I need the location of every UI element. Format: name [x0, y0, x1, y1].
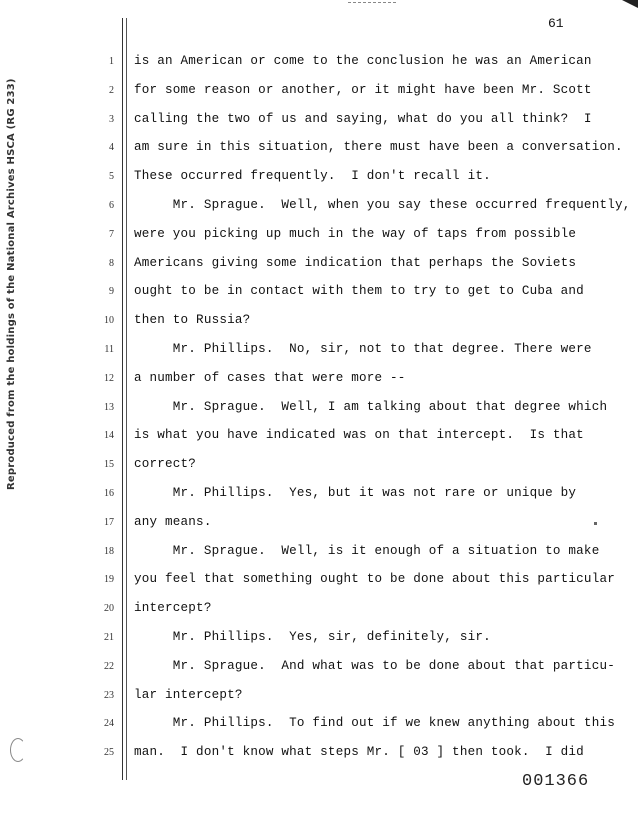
line-number: 20 [104, 603, 114, 615]
line-number: 7 [109, 228, 114, 240]
transcript-line: intercept? [134, 601, 212, 616]
line-number: 4 [109, 142, 114, 154]
line-number: 17 [104, 516, 114, 528]
line-number: 25 [104, 747, 114, 759]
transcript-line: Mr. Sprague. Well, is it enough of a situation to make [134, 543, 600, 558]
transcript-line: Mr. Sprague. Well, when you say these occurred frequently, [134, 198, 631, 212]
transcript-line: lar intercept? [134, 687, 243, 702]
transcript-line: then to Russia? [134, 313, 251, 328]
line-number: 22 [104, 660, 114, 672]
transcript-line: am sure in this situation, there must have been a conversation. [134, 140, 623, 155]
line-number: 8 [109, 257, 114, 269]
line-number: 6 [109, 200, 114, 211]
transcript-line: calling the two of us and saying, what do you all think? I [134, 111, 592, 126]
transcript-line: Americans giving some indication that perhaps the Soviets [134, 255, 577, 270]
line-number: 18 [104, 545, 114, 557]
transcript-line: Mr. Phillips. To find out if we knew anything about this [134, 716, 615, 731]
line-number: 10 [104, 315, 114, 327]
line-number: 16 [104, 488, 114, 499]
line-number: 11 [104, 344, 114, 355]
transcript-line: correct? [134, 457, 197, 472]
archive-side-note: Reproduced from the holdings of the National Archives HSCA (RG 233) [6, 78, 17, 490]
line-number: 15 [104, 459, 114, 471]
line-number: 9 [109, 286, 114, 298]
line-number: 12 [104, 372, 114, 384]
corner-mark [622, 0, 638, 8]
line-number: 21 [104, 632, 114, 643]
transcript-line: for some reason or another, or it might have been Mr. Scott [134, 82, 592, 97]
transcript-line: Mr. Phillips. Yes, sir, definitely, sir. [134, 630, 491, 644]
margin-rule [122, 18, 127, 780]
margin-blot [10, 738, 26, 762]
line-number: 19 [104, 574, 114, 586]
top-dash-mark [348, 2, 396, 3]
transcript-line: ought to be in contact with them to try to get to Cuba and [134, 284, 584, 299]
transcript-line: any means. [134, 514, 212, 529]
line-number: 1 [109, 56, 114, 67]
transcript-line: These occurred frequently. I don't recall it. [134, 169, 491, 184]
transcript-line: a number of cases that were more -- [134, 370, 406, 385]
speck [594, 522, 597, 525]
transcript-line: were you picking up much in the way of taps from possible [134, 226, 577, 241]
transcript-line: Mr. Phillips. Yes, but it was not rare or unique by [134, 486, 577, 500]
transcript-line: is what you have indicated was on that intercept. Is that [134, 428, 584, 443]
line-number: 13 [104, 401, 114, 413]
transcript-line: you feel that something ought to be done about this particular [134, 572, 615, 587]
line-number: 5 [109, 171, 114, 183]
page-number: 61 [548, 16, 564, 31]
line-number: 14 [104, 430, 114, 442]
line-number: 3 [109, 113, 114, 125]
document-stamp-number: 001366 [522, 772, 590, 791]
transcript-line: Mr. Sprague. And what was to be done about that particu- [134, 658, 615, 673]
line-number: 24 [104, 718, 114, 730]
transcript-line: man. I don't know what steps Mr. [ 03 ] then took. I did [134, 745, 584, 760]
transcript-line: Mr. Sprague. Well, I am talking about that degree which [134, 399, 608, 414]
transcript-line: is an American or come to the conclusion he was an American [134, 54, 592, 68]
line-number: 2 [109, 84, 114, 96]
line-number: 23 [104, 689, 114, 701]
transcript-line: Mr. Phillips. No, sir, not to that degree. There were [134, 342, 592, 356]
